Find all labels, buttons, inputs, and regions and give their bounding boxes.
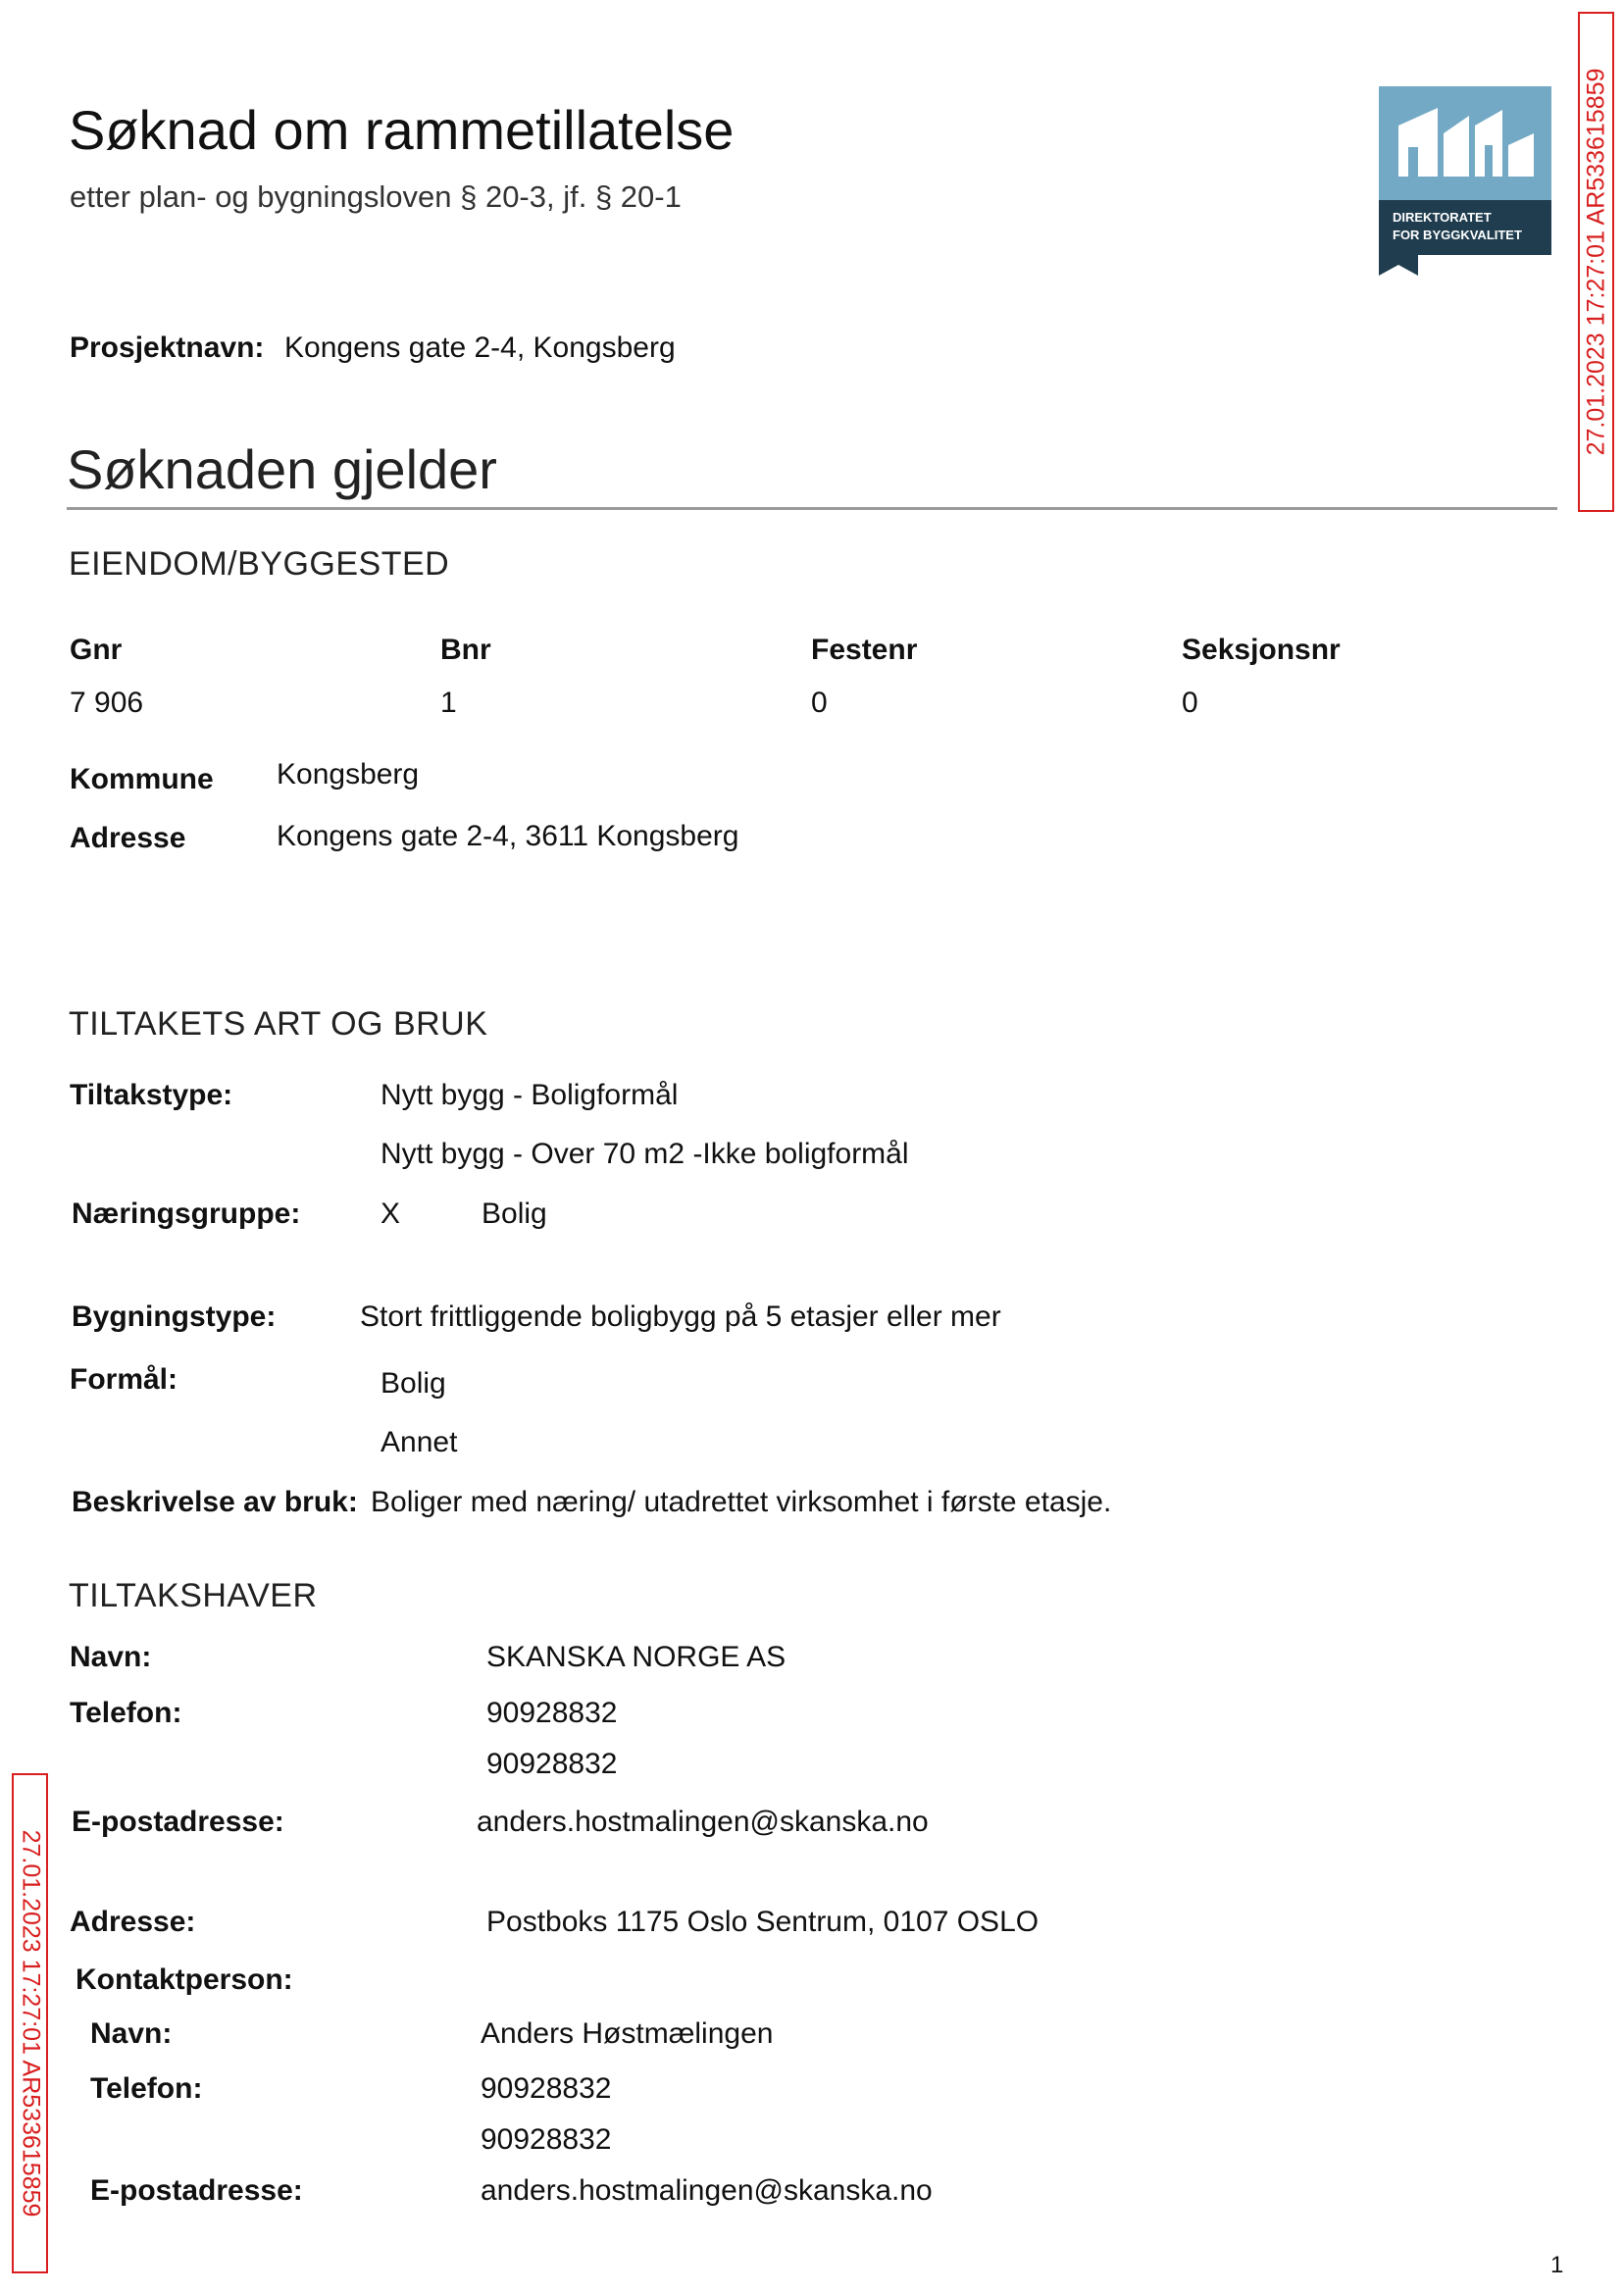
owner-email-value: anders.hostmalingen@skanska.no	[477, 1806, 929, 1838]
owner-email-label: E-postadresse:	[72, 1806, 284, 1838]
page-number: 1	[1550, 2252, 1564, 2278]
section-heading: Søknaden gjelder	[67, 438, 497, 500]
naeringsgruppe-value: Bolig	[482, 1198, 547, 1230]
owner-phone-label: Telefon:	[70, 1697, 182, 1729]
dibk-logo	[1379, 86, 1551, 276]
naeringsgruppe-label: Næringsgruppe:	[72, 1198, 301, 1230]
seksjonsnr-header: Seksjonsnr	[1182, 634, 1341, 666]
formaal-label: Formål:	[70, 1363, 178, 1396]
project-name-value: Kongens gate 2-4, Kongsberg	[284, 331, 676, 364]
receipt-stamp-right	[1578, 12, 1614, 512]
document-title: Søknad om rammetillatelse	[69, 99, 735, 161]
bnr-value: 1	[440, 687, 457, 719]
kommune-value: Kongsberg	[277, 758, 420, 790]
owner-phone-value-2: 90928832	[486, 1748, 618, 1780]
bnr-header: Bnr	[440, 634, 491, 666]
gnr-header: Gnr	[70, 634, 123, 666]
tiltakstype-value-2: Nytt bygg - Over 70 m2 -Ikke boligformål	[381, 1138, 909, 1170]
formaal-value-1: Bolig	[381, 1367, 446, 1400]
gnr-value: 7 906	[70, 687, 144, 719]
receipt-stamp-right-text: 27.01.2023 17:27:01 AR533615859	[1582, 68, 1609, 456]
section-divider	[67, 507, 1557, 510]
naeringsgruppe-code: X	[381, 1198, 401, 1230]
contact-name-label: Navn:	[90, 2017, 173, 2050]
logo-text-line-2: FOR BYGGKVALITET	[1393, 228, 1522, 242]
owner-name-label: Navn:	[70, 1641, 152, 1673]
measure-heading: TILTAKETS ART OG BRUK	[69, 1005, 488, 1043]
beskrivelse-label: Beskrivelse av bruk:	[72, 1486, 358, 1518]
property-heading: EIENDOM/BYGGESTED	[69, 545, 450, 583]
project-name-label: Prosjektnavn:	[70, 331, 265, 364]
receipt-stamp-left-text: 27.01.2023 17:27:01 AR533615859	[17, 1829, 44, 2218]
contact-email-label: E-postadresse:	[90, 2174, 303, 2207]
document-subtitle: etter plan- og bygningsloven § 20-3, jf. § 20-1	[70, 179, 682, 214]
bygningstype-value: Stort frittliggende boligbygg på 5 etasjer eller mer	[360, 1300, 1001, 1333]
contact-person-label: Kontaktperson:	[76, 1963, 293, 1996]
owner-address-value: Postboks 1175 Oslo Sentrum, 0107 OSLO	[486, 1906, 1040, 1938]
dibk-logo-graphic	[1379, 86, 1551, 276]
adresse-label: Adresse	[70, 822, 186, 854]
contact-name-value: Anders Høstmælingen	[481, 2017, 774, 2050]
owner-address-label: Adresse:	[70, 1906, 196, 1938]
contact-phone-value-2: 90928832	[481, 2123, 612, 2156]
tiltakstype-label: Tiltakstype:	[70, 1079, 233, 1111]
contact-email-value: anders.hostmalingen@skanska.no	[481, 2174, 933, 2207]
festenr-value: 0	[811, 687, 828, 719]
adresse-value: Kongens gate 2-4, 3611 Kongsberg	[277, 820, 739, 852]
owner-phone-value-1: 90928832	[486, 1697, 618, 1729]
formaal-value-2: Annet	[381, 1426, 458, 1458]
contact-phone-label: Telefon:	[90, 2072, 203, 2105]
kommune-label: Kommune	[70, 763, 214, 795]
owner-name-value: SKANSKA NORGE AS	[486, 1641, 787, 1673]
bygningstype-label: Bygningstype:	[72, 1300, 277, 1333]
owner-heading: TILTAKSHAVER	[69, 1577, 318, 1614]
receipt-stamp-left	[12, 1773, 48, 2273]
logo-text-line-1: DIREKTORATET	[1393, 210, 1492, 225]
tiltakstype-value-1: Nytt bygg - Boligformål	[381, 1079, 679, 1111]
seksjonsnr-value: 0	[1182, 687, 1198, 719]
contact-phone-value-1: 90928832	[481, 2072, 612, 2105]
festenr-header: Festenr	[811, 634, 918, 666]
beskrivelse-value: Boliger med næring/ utadrettet virksomhet i første etasje.	[371, 1486, 1112, 1518]
